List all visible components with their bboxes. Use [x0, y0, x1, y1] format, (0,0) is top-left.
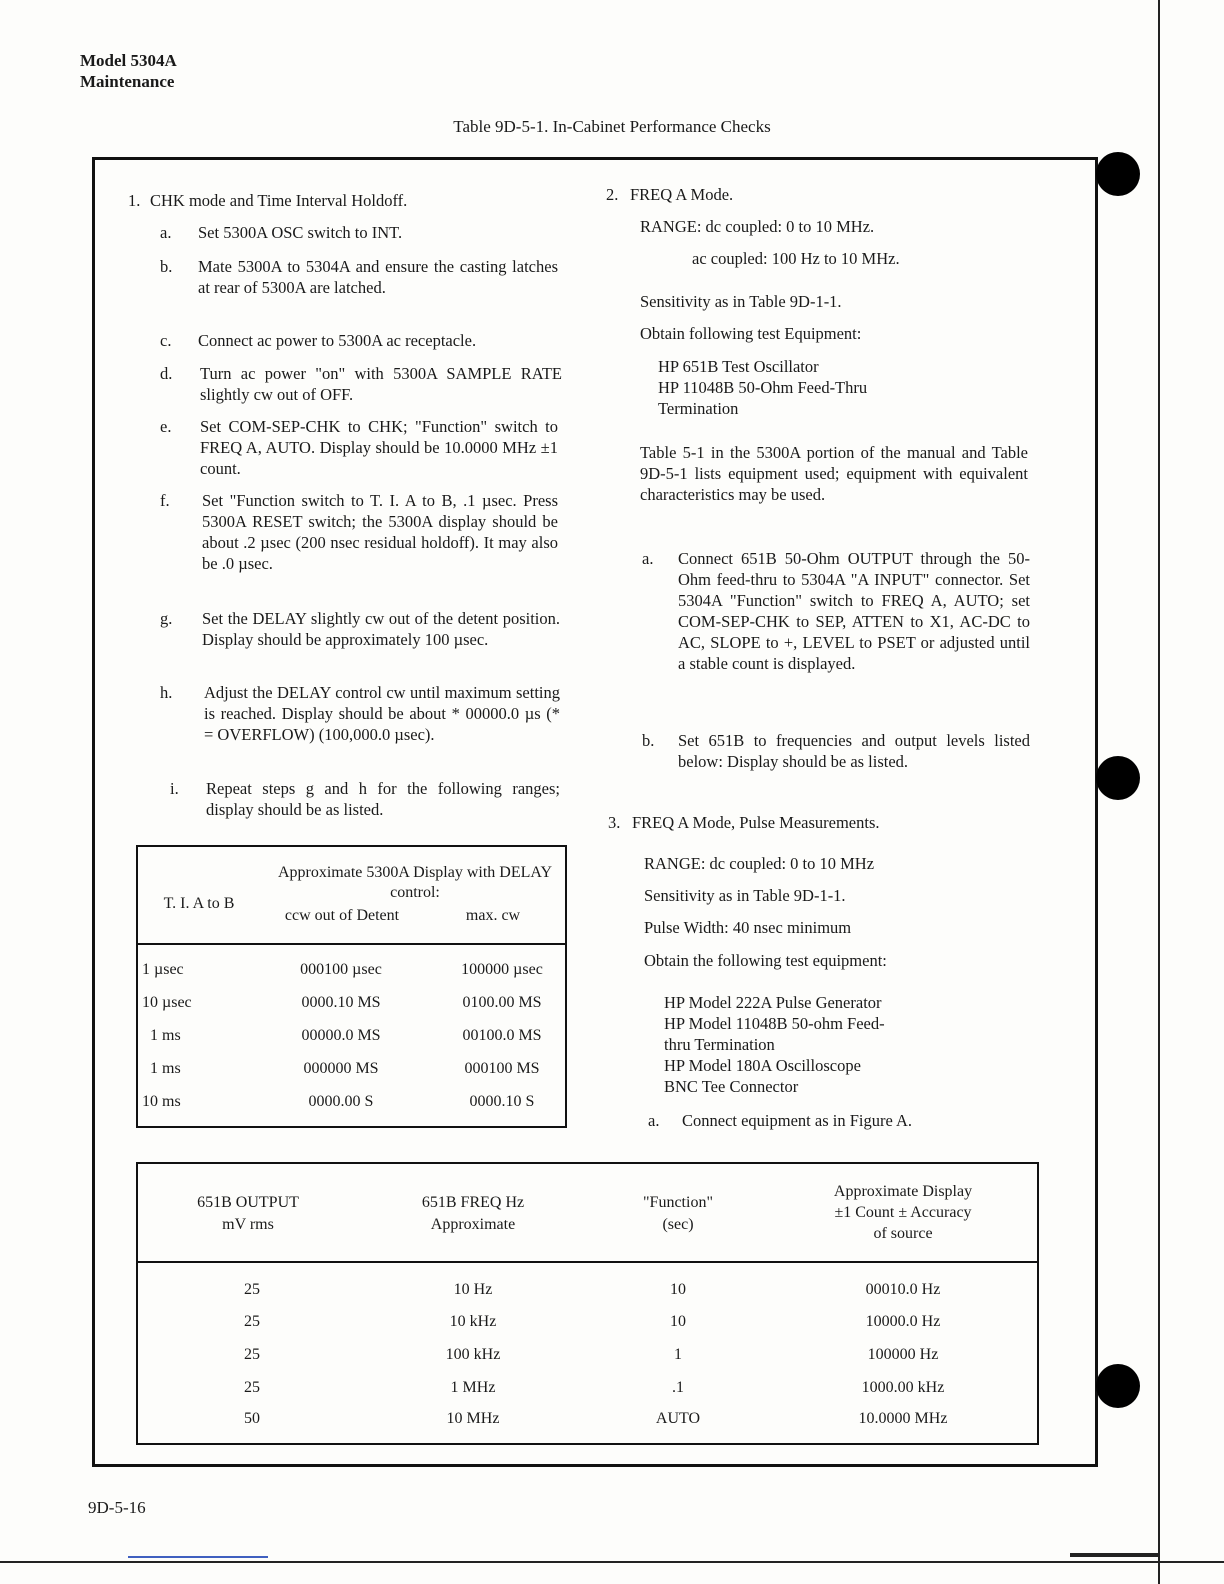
step1-number: 1.: [128, 191, 141, 210]
table-header: 651B OUTPUT mV rms: [197, 1194, 299, 1233]
step3-range: RANGE: dc coupled: 0 to 10 MHz: [644, 854, 875, 873]
table-header: Approximate Display ±1 Count ± Accuracy of source: [833, 1183, 973, 1242]
page-header: [80, 50, 177, 92]
binder-hole-icon: [1096, 756, 1140, 800]
step2-range-ac: ac coupled: 100 Hz to 10 MHz.: [692, 249, 900, 268]
step2-sensitivity: Sensitivity as in Table 9D-1-1.: [640, 292, 842, 311]
binder-hole-icon: [1096, 152, 1140, 196]
step2-obtain: Obtain following test Equipment:: [640, 324, 862, 343]
step2-note: Table 5-1 in the 5300A portion of the manual and Table 9D-5-1 lists equipment used; equipment with equivalent characteristics may be used.: [640, 443, 1028, 504]
table-caption: Table 9D-5-1. In-Cabinet Performance Checks: [453, 117, 771, 136]
step2-title: FREQ A Mode.: [630, 185, 734, 204]
model-label: Model 5304A: [80, 51, 177, 70]
step3-pulse-width: Pulse Width: 40 nsec minimum: [644, 918, 852, 937]
delay-range-table: T. I. A to B Approximate 5300A Display with DELAY control: ccw out of Detent max. cw 1 µsec 000100 µsec 100000 µsec 10 µsec 0000.10 MS 0100.00 MS 1 ms 00000.0 MS 00100.0 MS 1 ms 000000 MS 000100 MS 10 ms 0000.00 S 0000.10 S: [136, 845, 567, 1128]
step2-range-dc: RANGE: dc coupled: 0 to 10 MHz.: [640, 217, 875, 236]
step2-number: 2.: [606, 185, 619, 204]
table-divider: [138, 1261, 1037, 1263]
scan-blue-mark: [128, 1556, 268, 1558]
table-header: max. cw: [465, 907, 521, 924]
step3-equipment-list: HP Model 222A Pulse Generator HP Model 11048B 50-ohm Feed- thru Termination HP Model 180A Oscilloscope BNC Tee Connector: [664, 993, 885, 1096]
step3-number: 3.: [608, 813, 621, 832]
step3-sensitivity: Sensitivity as in Table 9D-1-1.: [644, 886, 846, 905]
scan-edge-rule: [1158, 0, 1160, 1584]
binder-hole-icon: [1096, 1364, 1140, 1408]
scan-dark-mark: [1070, 1553, 1160, 1557]
step3-title: FREQ A Mode, Pulse Measurements.: [632, 813, 880, 832]
step3-obtain: Obtain the following test equipment:: [644, 951, 887, 970]
section-label: Maintenance: [80, 72, 175, 91]
step1-title: CHK mode and Time Interval Holdoff.: [150, 191, 408, 210]
table-header: Approximate 5300A Display with DELAY control:: [277, 864, 553, 901]
table-divider: [138, 943, 565, 945]
page-number: 9D-5-16: [88, 1498, 146, 1517]
table-header: 651B FREQ Hz Approximate: [421, 1194, 525, 1233]
frequency-test-table: 651B OUTPUT mV rms 651B FREQ Hz Approximate "Function" (sec) Approximate Display ±1 Count ± Accuracy of source 25 10 Hz 10 00010.0 Hz 25 10 kHz 10 10000.0 Hz 25 100 kHz 1 100000 Hz 25 1 MHz .1 1000.00 kHz 50 10 MHz AUTO 10.0000 MHz: [136, 1162, 1039, 1445]
table-header: T. I. A to B: [163, 895, 235, 912]
step2-equipment-list: HP 651B Test Oscillator HP 11048B 50-Ohm Feed-Thru Termination: [658, 357, 868, 418]
scan-bottom-rule: [0, 1561, 1224, 1563]
table-header: ccw out of Detent: [284, 907, 400, 924]
table-header: "Function" (sec): [643, 1194, 713, 1233]
